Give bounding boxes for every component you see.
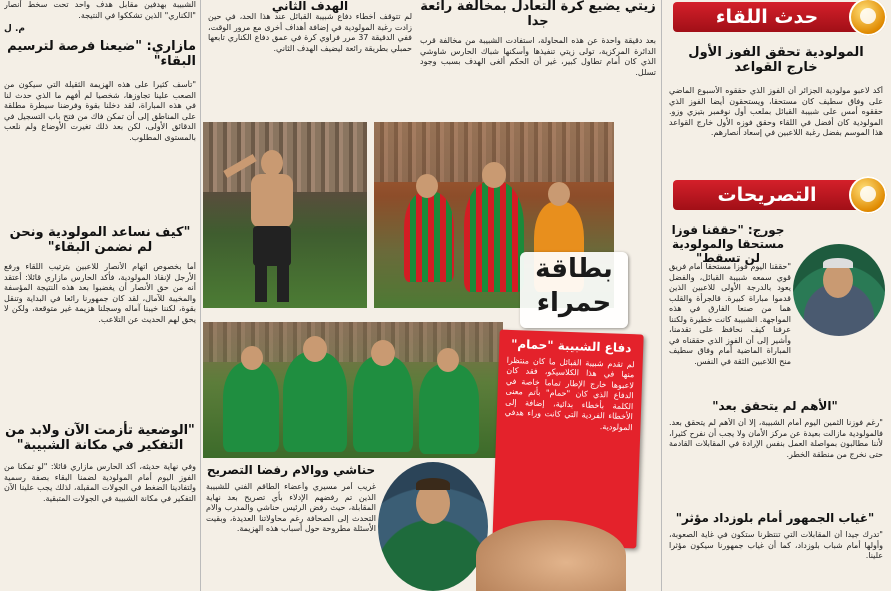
author-signature: م. ل — [4, 24, 25, 34]
section-situation-body: وفي نهاية حديثه، أكد الحارس مازاري قائلا: "لو تمكنا من الفوز اليوم أمام المولودية لضمنا البقاء بصفة رسمية ولتفادينا الضغط في الجولات المقبلة، لذلك يجب علينا الآن التفكير في مكانة الشبيبة في الجولات المتبقية. — [4, 462, 196, 503]
player-head — [371, 340, 395, 366]
player-head — [261, 150, 283, 176]
player-jersey — [353, 356, 413, 452]
banner-match-event — [673, 2, 861, 32]
column-divider — [661, 0, 662, 591]
photo-team-huddle — [203, 322, 503, 458]
story1-body: أكد لاعبو مولودية الجزائر أن الفوز الذي حققوه الأسبوع الماضي على وفاق سطيف كان مستحقا، ويستحقون أيضا الفوز الذي حققوه أمس على شبيبة القبائل بملعب أول نوفمبر بتيزي وزو. المولودية كان أفضل في اللقاء وحقق فوزه الأول خارج القواعد هذا الموسم بفضل رغبة اللاعبين في إسعاد أنصارهم. — [669, 86, 883, 137]
coach-hair — [823, 258, 853, 268]
player-torso — [251, 174, 293, 228]
quote3-body: "تدرك جيدا أن المقابلات التي تنتظرنا ستكون في غاية الصعوبة، وأولها أمام شباب بلوزداد، كما أن غياب جمهورنا سيكون مؤثرا علينا. — [669, 530, 883, 560]
player-jersey — [283, 352, 347, 452]
player-head — [303, 336, 327, 362]
player-head — [241, 346, 263, 370]
story-hanachi-title: حناشي ووالام رفضا التصريح — [206, 463, 376, 477]
player-head — [437, 348, 459, 372]
player-jersey — [223, 362, 279, 452]
headline-second-goal: الهدف الثاني — [271, 0, 349, 13]
quote2-title: "الأهم لم يتحقق بعد" — [712, 399, 838, 413]
body-second-goal: لم تتوقف أخطاء دفاع شبيبة القبائل عند هذا الحد، في حين زادت رغبة المولودية في إضافة أهداف أخرى مع مرور الوقت، ففي الدقيقة 37 مرر فراوي كرة في عمق دفاع الكناري تابعها حمبلي بطريقة رائعة ليضيف الهدف الثاني. — [208, 12, 412, 53]
coach-photo — [793, 244, 885, 336]
section-help-mca-body: أما بخصوص اتهام الأنصار للاعبين بترتيب اللقاء ورفع الأرجل لإنقاذ المولودية، فأكد الحارس مازاري قائلا: أعتقد أنه من حق الأنصار أن يغضبوا بعد هذه النتيجة المؤسفة والمخيبة للآمال، لقد كان جمهورنا رائعا في البداية وتنقل بقوة، لكننا خيبنا آماله وسجلنا هزيمة غير متوقعة، ولكن لا يحق لهم الحديث عن التلاعب. — [4, 262, 196, 324]
football-icon — [849, 0, 887, 36]
section-help-mca-title: "كيف نساعد المولودية ونحن لم نضمن البقاء" — [9, 225, 191, 255]
player-jersey — [464, 182, 524, 292]
body-zitti: بعد دقيقة واحدة عن هذه المحاولة، استفادت الشبيبة من مخالفة قرب الدائرة المركزية، تولى زيتي تنفيذها وأسكنها شباك الحارس شاوشي الذي كان أمام تطاول كبير، غير أن الحكم ألغى الهدف بسبب وجود تسلل. — [420, 36, 656, 77]
photo-coach-bottom — [378, 462, 488, 591]
player-leg-right — [277, 262, 289, 302]
player-leg-left — [255, 262, 267, 302]
banner-match-event-label: حدث اللقاء — [715, 6, 819, 28]
story-hanachi-body: غريب أمر مسيري وأعضاء الطاقم الفني للشبيبة الذين تم رفضهم الإدلاء بأي تصريح بعد نهاية المقابلة، حيث رفض الرئيس حناشي والمدرب والام التحدث إلى الصحافة رغم محاولاتنا العديدة، وبقيت الأسئلة مطروحة حول أسباب هذه الهزيمة. — [206, 482, 376, 533]
section-mazari-title: مازاري: "ضيعنا فرصة لترسيم البقاء" — [7, 39, 196, 69]
red-card-label — [520, 252, 628, 328]
red-card-box-body: لم تقدم شبيبة القبائل ما كان منتظرا منها في هذا الكلاسيكو، فقد كان لاعبوها خارج الإطار تماما خاصة في الدفاع الذي كان "حمام" بأتم معنى الكلمة بأخطاء بدائية، إضافة إلى الأخطاء الفردية التي كانت وراء هدفي المولودية. — [504, 355, 635, 433]
red-card-box-title: دفاع الشبيبة "حمام" — [510, 336, 632, 356]
headline-zitti: زيتي يضيع كرة التعادل بمخالفة رائعة جدا — [420, 0, 656, 29]
photo-player-celebrating — [203, 122, 367, 308]
story1-title: المولودية تحقق الفوز الأول خارج القواعد — [688, 45, 864, 75]
right-column — [663, 0, 891, 591]
red-card-box — [492, 330, 643, 549]
section-situation-title: "الوضعية تأزمت الآن ولابد من التفكير في مكانة الشبيبة" — [5, 423, 195, 453]
player-jersey — [404, 192, 454, 282]
player-head — [416, 174, 438, 198]
hand-holding-card — [476, 520, 626, 591]
left-top-fragment: الشبيبة بهدفين مقابل هدف واحد تحت سخط أنصار "الكناري" الذين تشككوا في النتيجة. — [4, 0, 196, 20]
banner-statements — [673, 180, 861, 210]
quote2-body: "رغم فوزنا الثمين اليوم أمام الشبيبة، إلا أن الأهم لم يتحقق بعد. فالمولودية مازالت بعيدة عن مركز الأمان ولا يجب أن نفرح كثيرا، لأننا مطالبون بمواصلة العمل بنفس الإرادة في المقابلات القادمة حتى نخرج من منطقة الخطر. — [669, 418, 883, 459]
column-divider — [200, 0, 201, 591]
player-shorts — [253, 226, 291, 266]
banner-statements-label: التصريحات — [717, 184, 817, 206]
quote1-body: "حققنا اليوم فوزا مستحقا أمام فريق قوي سمعه شبيبة القبائل، والفضل يعود بالدرجة الأولى للاعبين الذين قدموا مباراة كبيرة. قالجرأة والقلب هما من صنعا الفارق في هذه المواجهة. الشبيبة كانت خطيرة ولكننا عرفنا كيف نحافظ على تقدمنا، وأشير إلى أن الفوز الذي حققناه في المباراة الماضية أمام وفاق سطيف منح اللاعبين الثقة في النفس. — [669, 262, 791, 366]
quote1-title: جورج: "حققنا فوزا مستحقا والمولودية لن تسقط" — [671, 223, 785, 265]
section-mazari-body: "تأسف كثيرا على هذه الهزيمة الثقيلة التي سيكون من الصعب علينا تجاوزها، شخصيا لم أفهم ما الذي حدث لنا في هذه المباراة، لقد دخلنا بقوة وفرضنا سيطرة مطلقة على المناطق إلى أن تمكن فاك من فتح باب التسجيل في الدقائق الأولى، لكن بعد ذلك تغيرت الأوضاع ولم نلعب بالمستوى المطلوب. — [4, 80, 196, 142]
player-head — [482, 162, 506, 188]
red-card-label-line1: بطاقة — [535, 254, 613, 284]
player-jersey — [419, 364, 479, 454]
football-icon — [849, 176, 887, 214]
player-head — [548, 182, 570, 206]
coach-hair — [416, 478, 450, 490]
quote3-title: "غياب الجمهور أمام بلوزداد مؤثر" — [675, 511, 875, 525]
red-card-label-line2: حمراء — [536, 288, 612, 318]
